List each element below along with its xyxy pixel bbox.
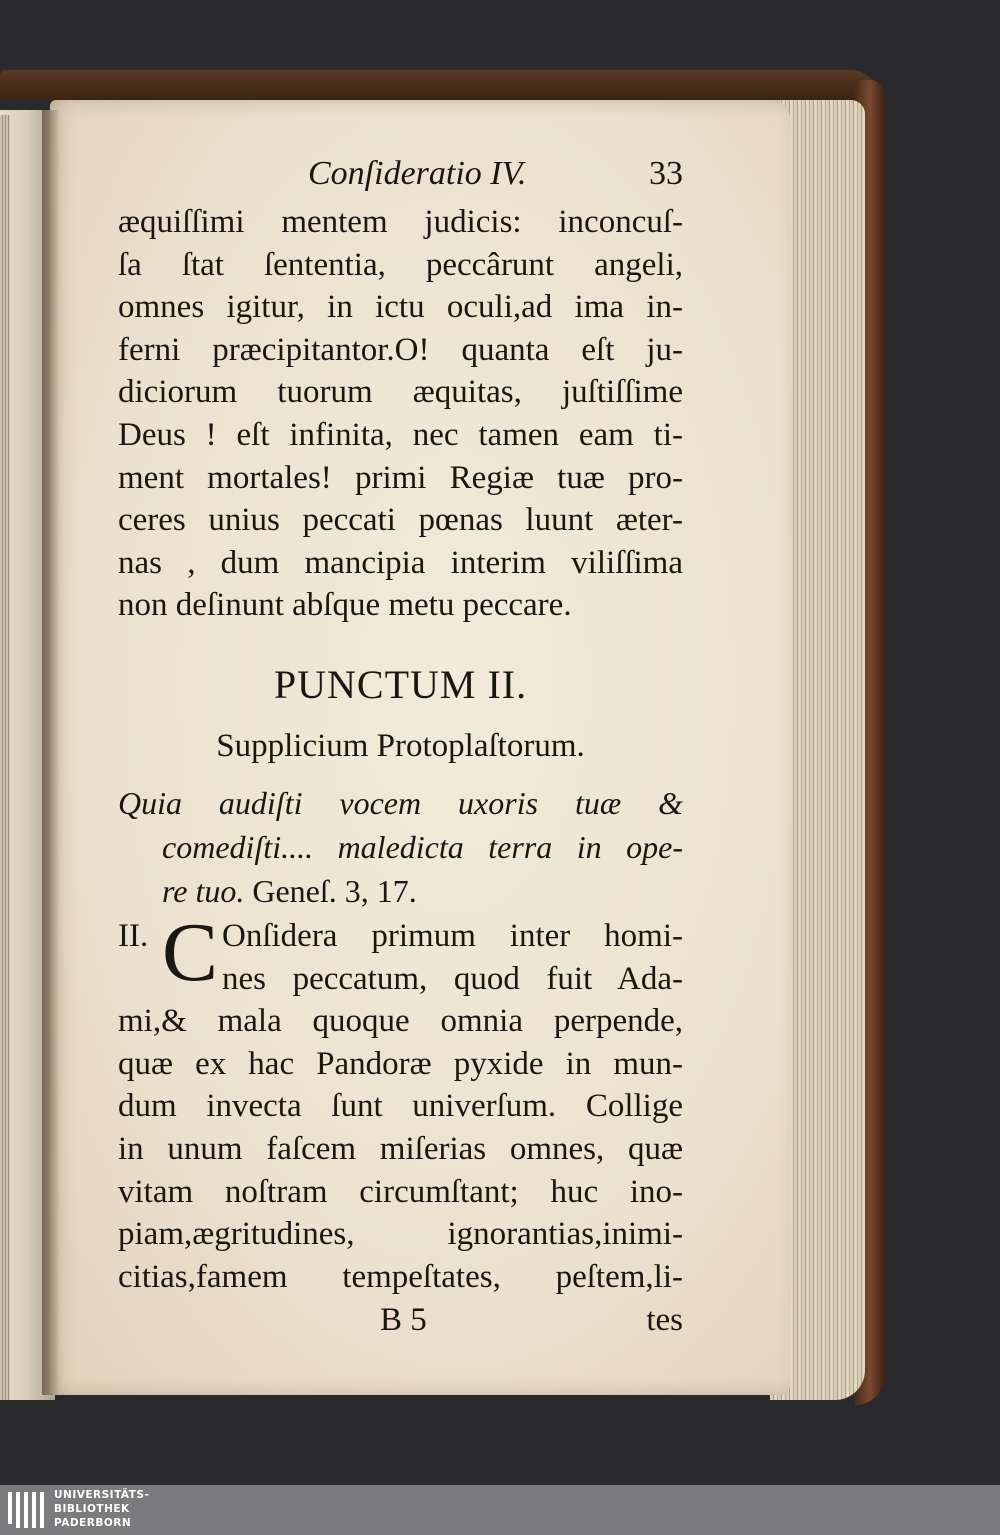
- text-line: diciorum tuorum æquitas, juſtiſſime: [118, 374, 683, 411]
- scripture-quote: [118, 781, 683, 913]
- text-line: omnes igitur, in ictu oculi,ad ima in-: [118, 289, 683, 326]
- left-page-stack: [0, 115, 10, 1400]
- library-banner: [0, 1485, 1000, 1535]
- body-text: [118, 201, 683, 627]
- paragraph-opening: [118, 905, 683, 1000]
- gutter-shadow: [42, 110, 60, 1395]
- text-line: citias,famem tempeſtates, peſtem,li-: [118, 1258, 683, 1295]
- quote-line: Quia audiſti vocem uxoris tuæ &: [118, 784, 683, 821]
- quote-text: re tuo.: [162, 872, 245, 909]
- signature-mark: B 5: [380, 1302, 427, 1339]
- library-name: [54, 1488, 149, 1530]
- section-heading: PUNCTUM II.: [273, 661, 528, 707]
- text-line: ceres unius peccati pœnas luunt æter-: [118, 502, 683, 539]
- text-line: ſa ſtat ſententia, peccârunt angeli,: [118, 246, 683, 283]
- paragraph-number: II.: [118, 917, 149, 954]
- text-line: æquiſſimi mentem judicis: inconcuſ-: [118, 204, 683, 240]
- page-text: [118, 155, 683, 1346]
- paragraph-opening-lines: [222, 915, 683, 1000]
- quote-reference: Geneſ. 3, 17.: [252, 872, 417, 909]
- section-subtitle: Supplicium Protoplaſtorum.: [216, 727, 585, 764]
- page-number: 33: [649, 155, 683, 192]
- text-line: piam,ægritudines, ignorantias,inimi-: [118, 1216, 683, 1253]
- text-line: mi,& mala quoque omnia perpende,: [118, 1003, 683, 1040]
- catchword: tes: [646, 1302, 683, 1339]
- library-name-line: PADERBORN: [54, 1517, 132, 1529]
- text-line: non deſinunt abſque metu peccare.: [118, 587, 572, 624]
- running-title: Conſideratio IV.: [308, 155, 527, 192]
- text-line: ment mortales! primi Regiæ tuæ pro-: [118, 459, 683, 496]
- text-line: nas , dum mancipia interim viliſſima: [118, 544, 683, 581]
- text-line: quæ ex hac Pandoræ pyxide in mun-: [118, 1045, 683, 1082]
- library-logo-icon: [6, 1490, 46, 1530]
- running-header: [118, 155, 683, 201]
- library-name-line: BIBLIOTHEK: [54, 1503, 130, 1515]
- text-line: nes peccatum, quod fuit Ada-: [222, 960, 683, 997]
- page-footer: [118, 1302, 683, 1346]
- text-line: Onſidera primum inter homi-: [222, 917, 683, 954]
- drop-cap: C: [162, 905, 219, 999]
- text-line: dum invecta ſunt univerſum. Collige: [118, 1088, 683, 1125]
- quote-line: comediſti.... maledicta terra in ope-: [162, 828, 683, 865]
- text-line: Deus ! eſt infinita, nec tamen eam ti-: [118, 416, 683, 453]
- paragraph: [118, 905, 683, 1298]
- text-line: in unum faſcem miſerias omnes, quæ: [118, 1130, 683, 1167]
- text-line: vitam noſtram circumſtant; huc ino-: [118, 1173, 683, 1210]
- book-cover-top: [0, 70, 880, 100]
- library-name-line: UNIVERSITÄTS-: [54, 1489, 150, 1501]
- text-line: ferni præcipitantor.O! quanta eſt ju-: [118, 331, 683, 368]
